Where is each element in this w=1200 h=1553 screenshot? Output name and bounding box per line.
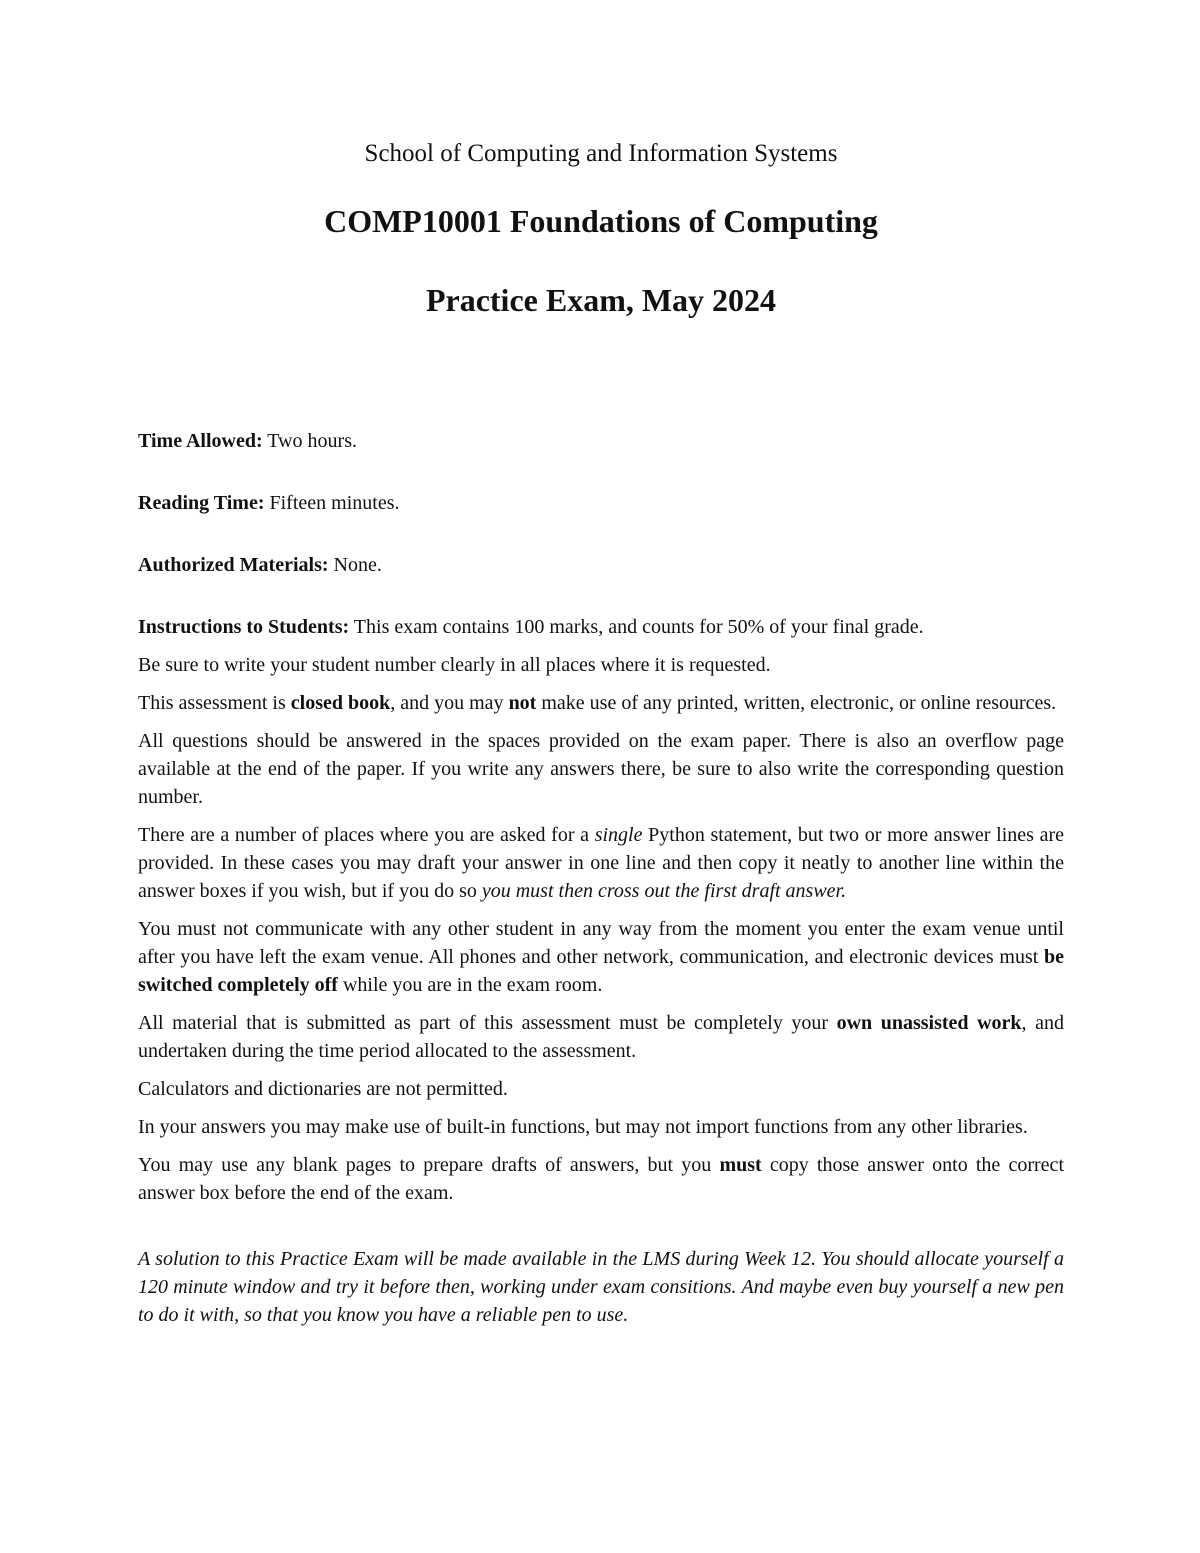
single-statement-text-2: Python statement, but two or more answer lines are provided. In these cases you may draft your answer in one line and then copy it neatly to another line within the answer boxes if you wish, but if you do so (138, 824, 1064, 902)
instructions-line (138, 613, 1064, 641)
blank-pages-text-2: copy those answer onto the correct answer box before the end of the exam. (138, 1154, 1064, 1204)
exam-instructions (138, 427, 1064, 1329)
time-allowed-line (138, 427, 1064, 455)
communication-text-1: You must not communicate with any other student in any way from the moment you enter the exam venue until after you have left the exam venue. All phones and other network, communication, and electronic devices must (138, 918, 1064, 968)
answer-spaces-paragraph: All questions should be answered in the spaces provided on the exam paper. There is also an overflow page available at the end of the paper. If you write any answers there, be sure to also write the corresponding question number. (138, 730, 1064, 808)
reading-time-label: Reading Time: (138, 492, 265, 514)
instructions-value: This exam contains 100 marks, and counts for 50% of your final grade. (353, 616, 924, 638)
single-emphasis: single (594, 824, 643, 846)
time-allowed-value: Two hours. (267, 430, 357, 452)
closed-book-text-1: This assessment is (138, 692, 291, 714)
time-allowed-label: Time Allowed: (138, 430, 263, 452)
communication-text-2: while you are in the exam room. (337, 974, 603, 996)
closed-book-emphasis: closed book (290, 692, 391, 714)
single-statement-text-1: There are a number of places where you are asked for a (138, 824, 595, 846)
course-title: COMP10001 Foundations of Computing (324, 203, 878, 239)
built-in-functions-paragraph: In your answers you may make use of built-in functions, but may not import functions from any other libraries. (138, 1116, 1028, 1138)
single-statement-paragraph (138, 821, 1064, 905)
student-number-paragraph: Be sure to write your student number clearly in all places where it is requested. (138, 654, 771, 676)
own-work-text-1: All material that is submitted as part of this assessment must be completely your (138, 1012, 837, 1034)
communication-paragraph (138, 915, 1064, 999)
closed-book-text-2: , and you may (390, 692, 509, 714)
school-name: School of Computing and Information Systems (364, 140, 838, 167)
not-emphasis: not (508, 692, 537, 714)
switched-off-emphasis: be switched completely off (138, 946, 1064, 996)
own-work-emphasis: own unassisted work (836, 1012, 1022, 1034)
instructions-label: Instructions to Students: (138, 616, 350, 638)
blank-pages-text-1: You may use any blank pages to prepare drafts of answers, but you (138, 1154, 720, 1176)
blank-pages-paragraph (138, 1151, 1064, 1207)
closed-book-paragraph (138, 689, 1064, 717)
authorized-materials-value: None. (333, 554, 382, 576)
reading-time-line (138, 489, 1064, 517)
reading-time-value: Fifteen minutes. (269, 492, 400, 514)
solution-note: A solution to this Practice Exam will be made available in the LMS during Week 12. You should allocate yourself a 120 minute window and try it before then, working under exam consitions. And maybe even buy yourself a new pen to do it with, so that you know you have a reliable pen to use. (138, 1248, 1064, 1326)
authorized-materials-line (138, 551, 1064, 579)
exam-title: Practice Exam, May 2024 (425, 282, 777, 318)
cross-out-emphasis: you must then cross out the first draft answer. (481, 880, 847, 902)
authorized-materials-label: Authorized Materials: (138, 554, 329, 576)
must-emphasis: must (719, 1154, 762, 1176)
closed-book-text-3: make use of any printed, written, electronic, or online resources. (536, 692, 1057, 714)
calculators-paragraph: Calculators and dictionaries are not permitted. (138, 1078, 508, 1100)
own-work-paragraph (138, 1009, 1064, 1065)
own-work-text-2: , and undertaken during the time period allocated to the assessment. (138, 1012, 1064, 1062)
